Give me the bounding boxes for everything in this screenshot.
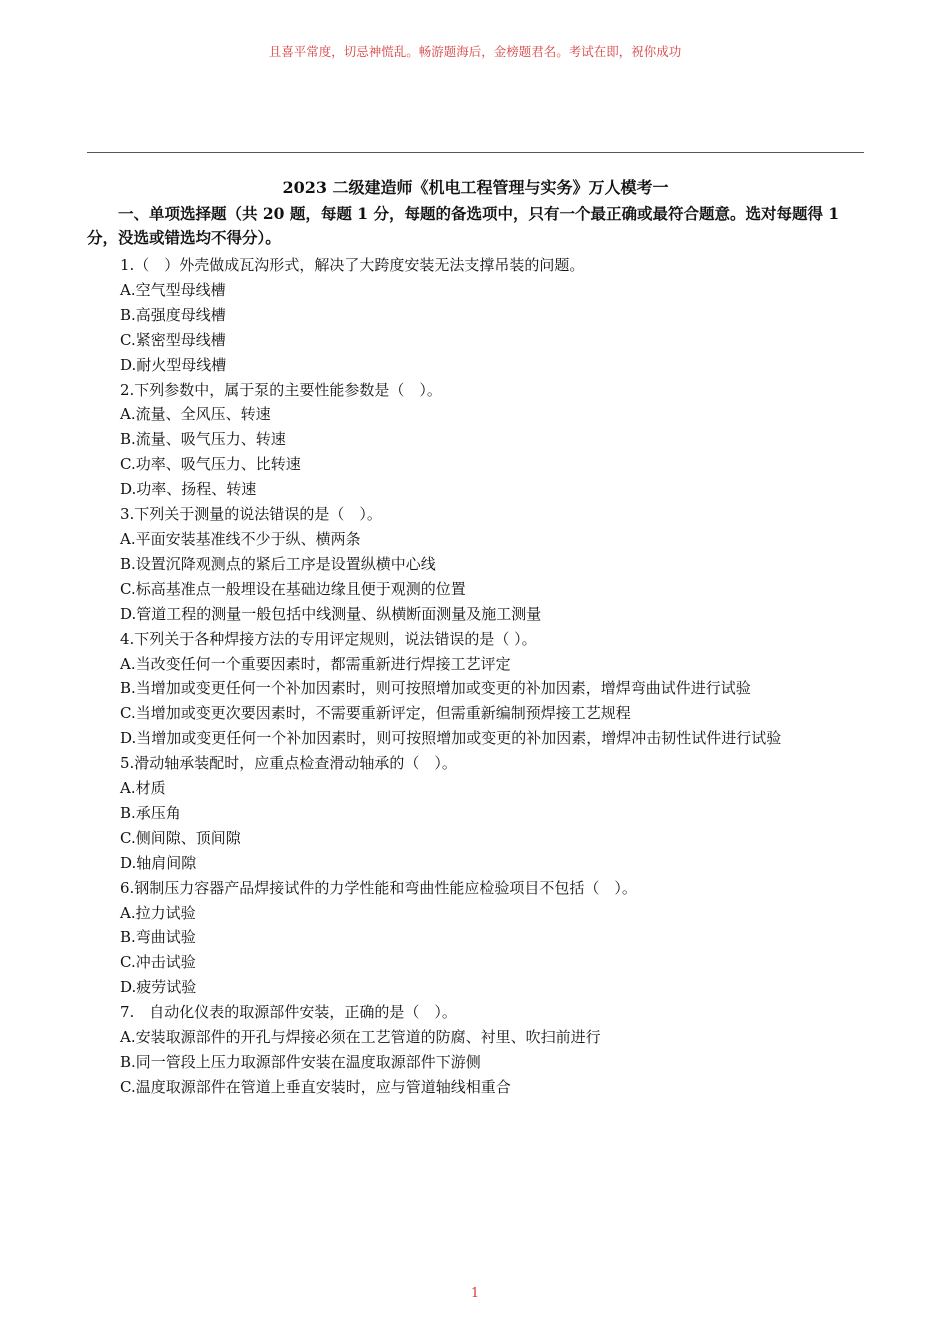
- option-5c: C.侧间隙、顶间隙: [120, 828, 241, 847]
- header-divider: [87, 152, 864, 153]
- option-6c: C.冲击试验: [120, 953, 196, 972]
- question-2: 2.下列参数中，属于泵的主要性能参数是（ ）。: [120, 380, 442, 399]
- option-1d: D.耐火型母线槽: [120, 355, 227, 374]
- option-3a: A.平面安装基准线不少于纵、横两条: [120, 529, 361, 548]
- question-3: 3.下列关于测量的说法错误的是（ ）。: [120, 505, 382, 524]
- option-4d: D.当增加或变更任何一个补加因素时，则可按照增加或变更的补加因素，增焊冲击韧性试件进行试验: [120, 729, 782, 748]
- page-number: 1: [470, 1286, 480, 1301]
- option-7c: C.温度取源部件在管道上垂直安装时，应与管道轴线相重合: [120, 1077, 511, 1096]
- option-5b: B.承压角: [120, 803, 181, 822]
- option-2c: C.功率、吸气压力、比转速: [120, 455, 301, 474]
- option-2b: B.流量、吸气压力、转速: [120, 430, 286, 449]
- option-2a: A.流量、全风压、转速: [120, 405, 271, 424]
- option-4c: C.当增加或变更次要因素时，不需要重新评定，但需重新编制预焊接工艺规程: [120, 704, 631, 723]
- question-1: 1.（ ）外壳做成瓦沟形式，解决了大跨度安装无法支撑吊装的问题。: [120, 256, 585, 274]
- question-7: 7. 自动化仪表的取源部件安装，正确的是（ ）。: [120, 1003, 457, 1022]
- option-7b: B.同一管段上压力取源部件安装在温度取源部件下游侧: [120, 1053, 481, 1071]
- option-6b: B.弯曲试验: [120, 928, 196, 947]
- header-motto: 且喜平常度，切忌神慌乱。畅游题海后，金榜题君名。考试在即，祝你成功: [268, 44, 682, 59]
- option-6d: D.疲劳试验: [120, 978, 197, 997]
- option-3c: C.标高基准点一般埋设在基础边缘且便于观测的位置: [120, 579, 466, 598]
- option-7a: A.安装取源部件的开孔与焊接必须在工艺管道的防腐、衬里、吹扫前进行: [120, 1028, 601, 1047]
- option-1b: B.高强度母线槽: [120, 305, 226, 324]
- document-title: 2023 二级建造师《机电工程管理与实务》万人模考一: [282, 178, 669, 197]
- option-5a: A.材质: [120, 779, 166, 798]
- option-3d: D.管道工程的测量一般包括中线测量、纵横断面测量及施工测量: [120, 604, 542, 623]
- option-3b: B.设置沉降观测点的紧后工序是设置纵横中心线: [120, 554, 436, 573]
- option-5d: D.轴肩间隙: [120, 853, 197, 872]
- question-4: 4.下列关于各种焊接方法的专用评定规则，说法错误的是（ ）。: [120, 629, 537, 648]
- option-1c: C.紧密型母线槽: [120, 330, 226, 349]
- option-2d: D.功率、扬程、转速: [120, 480, 257, 499]
- document-body: [87, 176, 864, 1100]
- option-6a: A.拉力试验: [120, 903, 196, 922]
- section-heading: 一、单项选择题（共 20 题，每题 1 分，每题的备选项中，只有一个最正确或最符合题意。选对每题得 1 分，没选或错选均不得分）。: [87, 204, 840, 247]
- option-4b: B.当增加或变更任何一个补加因素时，则可按照增加或变更的补加因素，增焊弯曲试件进行试验: [120, 679, 751, 698]
- option-4a: A.当改变任何一个重要因素时，都需重新进行焊接工艺评定: [120, 654, 511, 673]
- option-1a: A.空气型母线槽: [120, 280, 226, 299]
- question-5: 5.滑动轴承装配时，应重点检查滑动轴承的（ ）。: [120, 754, 457, 773]
- question-6: 6.钢制压力容器产品焊接试件的力学性能和弯曲性能应检验项目不包括（ ）。: [120, 878, 637, 897]
